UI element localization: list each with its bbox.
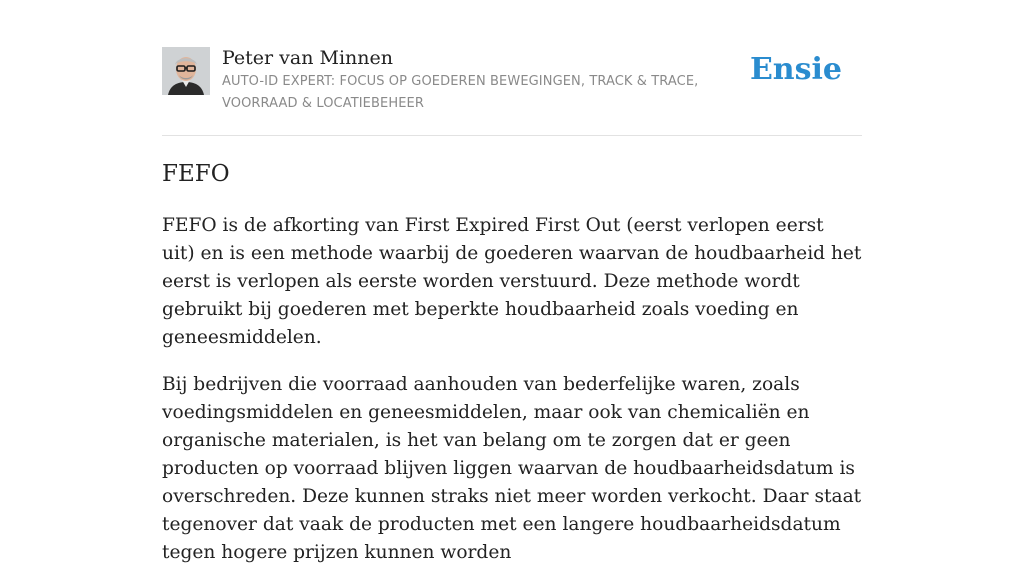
article-body	[162, 212, 862, 586]
author-bio: AUTO-ID EXPERT: FOCUS OP GOEDEREN BEWEGINGEN, TRACK & TRACE, VOORRAAD & LOCATIEBEHEER	[222, 74, 699, 111]
ensie-logo[interactable]: Ensie	[749, 52, 842, 87]
author-header	[162, 46, 862, 136]
author-photo	[162, 47, 210, 95]
article-paragraph: FEFO is de afkorting van First Expired First Out (eerst verlopen eerst uit) en is een methode waarbij de goederen waarvan de houdbaarheid het eerst is verlopen als eerste worden verstuurd. Deze methode wordt gebruikt bij goederen met beperkte houdbaarheid zoals voeding en geneesmiddelen.	[162, 215, 862, 348]
header-divider	[162, 135, 862, 136]
page-title: FEFO	[162, 161, 230, 187]
avatar[interactable]	[162, 47, 210, 95]
author-name[interactable]: Peter van Minnen	[222, 47, 393, 69]
article-paragraph: Bij bedrijven die voorraad aanhouden van bederfelijke waren, zoals voedingsmiddelen en geneesmiddelen, maar ook van chemicaliën en organische materialen, is het van belang om te zorgen dat er geen producten op voorraad blijven liggen waarvan de houdbaarheidsdatum is overschreden. Deze kunnen straks niet meer worden verkocht. Daar staat tegenover dat vaak de producten met een langere houdbaarheidsdatum tegen hogere prijzen kunnen worden	[162, 374, 862, 563]
